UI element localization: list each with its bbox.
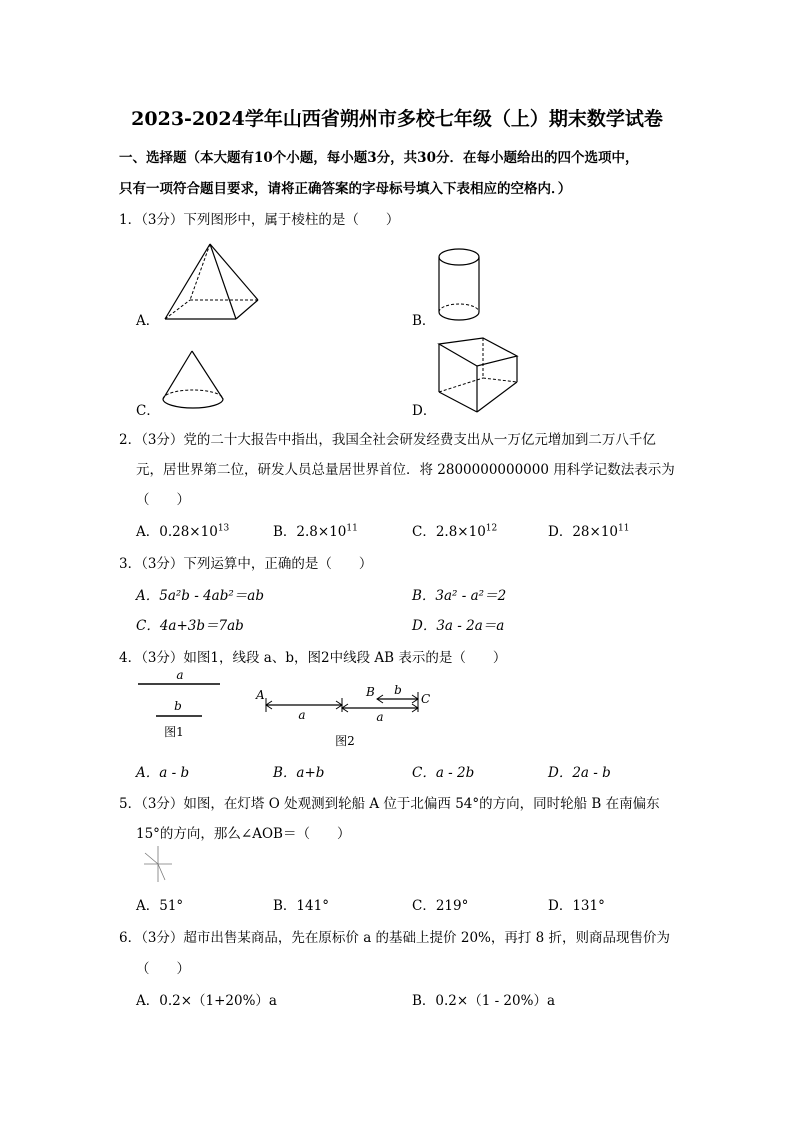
q3-option-c: C．4a+3b＝7ab: [136, 618, 244, 634]
q5-option-a: A．51°: [136, 898, 184, 914]
q4-option-c: C．a - 2b: [412, 765, 475, 781]
q2-stem-line1: 2．（3分）党的二十大报告中指出，我国全社会研发经费支出从一万亿元增加到二万八千亿: [119, 432, 656, 448]
fig2-caption: 图2: [335, 734, 355, 748]
q1-option-b-label: B．: [412, 313, 436, 329]
q1-option-d-label: D．: [412, 403, 437, 419]
fig1-caption: 图1: [164, 725, 184, 739]
fig2-label-a1: a: [298, 708, 306, 722]
section-instruction-line2: 只有一项符合题目要求，请将正确答案的字母标号填入下表相应的空格内．）: [119, 181, 572, 197]
cylinder-figure: [437, 247, 481, 325]
q5-option-d: D．131°: [548, 898, 605, 914]
q3-option-b: B．3a² - a²＝2: [412, 588, 507, 604]
fig1-label-b: b: [174, 699, 182, 713]
q5-stem-line2: 15°的方向，那么∠AOB＝（ ）: [136, 826, 351, 842]
q5-stem-line1: 5．（3分）如图，在灯塔 O 处观测到轮船 A 位于北偏西 54°的方向，同时轮船 B 在南偏东: [119, 796, 660, 812]
q3-option-d: D．3a - 2a＝a: [412, 618, 505, 634]
figure2-segments: [252, 682, 442, 752]
section-instruction-line1: 一、选择题（本大题有10个小题，每小题3分，共30分．在每小题给出的四个选项中，: [119, 150, 639, 166]
q2-stem-line2: 元，居世界第二位，研发人员总量居世界首位．将 2800000000000 用科学记数法表示为: [136, 462, 675, 478]
q1-option-a-label: A．: [136, 313, 160, 329]
lighthouse-direction-diagram: [138, 844, 172, 884]
q4-option-b: B．a+b: [273, 765, 325, 781]
q2-stem-line3: （ ）: [136, 492, 190, 508]
q5-option-c: C．219°: [412, 898, 469, 914]
q4-option-d: D．2a - b: [548, 765, 611, 781]
q2-option-b: B．$2.8\times 10^{11}$: [273, 523, 358, 540]
figure1-segments: [136, 668, 226, 740]
cone-figure: [160, 349, 226, 415]
q6-option-b: B．0.2×（1 - 20%）a: [412, 993, 555, 1009]
page-title: 2023-2024学年山西省朔州市多校七年级（上）期末数学试卷: [131, 108, 663, 130]
q1-option-c-label: C．: [136, 403, 160, 419]
fig2-label-C: C: [421, 692, 431, 706]
q1-stem: 1．（3分）下列图形中，属于棱柱的是（ ）: [119, 212, 400, 228]
q3-option-a: A．5a²b - 4ab²＝ab: [136, 588, 264, 604]
fig1-label-a: a: [176, 668, 184, 682]
q2-option-c: C．$2.8\times 10^{12}$: [412, 523, 498, 540]
fig2-label-b: b: [394, 683, 402, 697]
fig2-label-B: B: [366, 685, 375, 699]
q2-option-a: A．$0.28\times 10^{13}$: [136, 523, 230, 540]
q6-stem-line2: （ ）: [136, 961, 190, 977]
q6-stem-line1: 6．（3分）超市出售某商品，先在原标价 a 的基础上提价 20%，再打 8 折，则商品现售价为: [119, 930, 671, 946]
q2-option-d: D．$28\times 10^{11}$: [548, 523, 630, 540]
triangular-prism-figure: [437, 336, 519, 414]
fig2-label-A: A: [256, 688, 265, 702]
q4-stem: 4．（3分）如图1，线段 a、b，图2中线段 AB 表示的是（ ）: [119, 650, 507, 666]
q5-option-b: B．141°: [273, 898, 329, 914]
pyramid-figure: [160, 242, 260, 322]
q4-option-a: A．a - b: [136, 765, 190, 781]
fig2-label-a2: a: [376, 710, 384, 724]
q3-stem: 3．（3分）下列运算中，正确的是（ ）: [119, 556, 373, 572]
q6-option-a: A．0.2×（1+20%）a: [136, 993, 277, 1009]
